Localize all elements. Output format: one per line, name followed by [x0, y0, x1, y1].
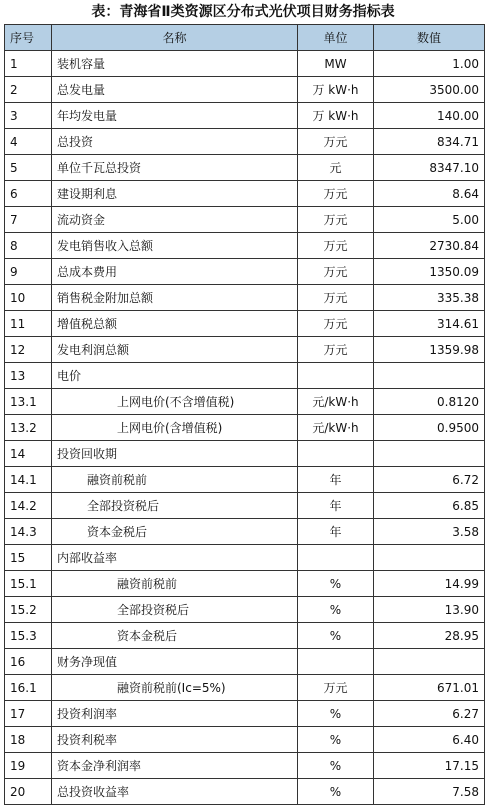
table-row [5, 649, 485, 675]
cell-no: 5 [5, 155, 52, 181]
cell-value: 6.40 [374, 727, 485, 753]
cell-unit: MW [298, 51, 374, 77]
table-row [5, 779, 485, 805]
cell-name: 单位千瓦总投资 [52, 155, 298, 181]
cell-no: 12 [5, 337, 52, 363]
cell-unit: % [298, 779, 374, 805]
cell-no: 15.1 [5, 571, 52, 597]
table-row [5, 571, 485, 597]
table-row [5, 415, 485, 441]
cell-name: 投资利税率 [52, 727, 298, 753]
cell-unit: 万 kW·h [298, 103, 374, 129]
table-row [5, 233, 485, 259]
cell-value: 834.71 [374, 129, 485, 155]
cell-unit: 年 [298, 467, 374, 493]
cell-no: 19 [5, 753, 52, 779]
cell-unit: 元 [298, 155, 374, 181]
cell-name: 总成本费用 [52, 259, 298, 285]
cell-no: 16 [5, 649, 52, 675]
cell-value [374, 363, 485, 389]
cell-name: 内部收益率 [52, 545, 298, 571]
cell-value: 140.00 [374, 103, 485, 129]
table-row [5, 675, 485, 701]
cell-value: 2730.84 [374, 233, 485, 259]
cell-no: 20 [5, 779, 52, 805]
cell-no: 14.2 [5, 493, 52, 519]
cell-name: 资本金税后 [52, 519, 298, 545]
cell-no: 15 [5, 545, 52, 571]
cell-unit: 万元 [298, 675, 374, 701]
table-header [5, 25, 485, 51]
cell-name: 融资前税前 [52, 571, 298, 597]
table-row [5, 103, 485, 129]
cell-no: 3 [5, 103, 52, 129]
cell-unit: 元/kW·h [298, 415, 374, 441]
cell-no: 18 [5, 727, 52, 753]
cell-unit: 万元 [298, 233, 374, 259]
table-row [5, 77, 485, 103]
cell-value: 8347.10 [374, 155, 485, 181]
cell-name: 发电利润总额 [52, 337, 298, 363]
cell-no: 15.2 [5, 597, 52, 623]
table-row [5, 519, 485, 545]
table-title: 表：青海省Ⅱ类资源区分布式光伏项目财务指标表 [91, 4, 395, 20]
table-row [5, 181, 485, 207]
cell-no: 6 [5, 181, 52, 207]
cell-name: 全部投资税后 [52, 597, 298, 623]
table-row [5, 623, 485, 649]
cell-value [374, 649, 485, 675]
cell-value: 6.72 [374, 467, 485, 493]
cell-unit [298, 441, 374, 467]
cell-no: 13.1 [5, 389, 52, 415]
cell-value: 8.64 [374, 181, 485, 207]
table-row [5, 155, 485, 181]
table-row [5, 493, 485, 519]
cell-value: 5.00 [374, 207, 485, 233]
cell-name: 资本金净利润率 [52, 753, 298, 779]
cell-name: 融资前税前(Ic=5%) [52, 675, 298, 701]
cell-no: 8 [5, 233, 52, 259]
cell-unit: % [298, 623, 374, 649]
table-row [5, 51, 485, 77]
cell-unit: % [298, 753, 374, 779]
financial-indicators-table [4, 24, 485, 805]
cell-name: 总投资收益率 [52, 779, 298, 805]
cell-name: 建设期利息 [52, 181, 298, 207]
cell-unit [298, 545, 374, 571]
cell-value: 7.58 [374, 779, 485, 805]
cell-unit [298, 649, 374, 675]
header-row [5, 25, 485, 51]
cell-unit: 万元 [298, 337, 374, 363]
cell-value: 335.38 [374, 285, 485, 311]
cell-unit: % [298, 701, 374, 727]
cell-no: 17 [5, 701, 52, 727]
table-row [5, 441, 485, 467]
cell-name: 全部投资税后 [52, 493, 298, 519]
cell-value: 3500.00 [374, 77, 485, 103]
cell-no: 10 [5, 285, 52, 311]
cell-name: 投资利润率 [52, 701, 298, 727]
table-row [5, 363, 485, 389]
cell-name: 上网电价(不含增值税) [52, 389, 298, 415]
table-row [5, 311, 485, 337]
cell-value: 314.61 [374, 311, 485, 337]
cell-value: 14.99 [374, 571, 485, 597]
header-no: 序号 [5, 25, 52, 51]
cell-unit: 万元 [298, 285, 374, 311]
cell-name: 电价 [52, 363, 298, 389]
cell-value: 671.01 [374, 675, 485, 701]
table-row [5, 389, 485, 415]
cell-no: 14 [5, 441, 52, 467]
cell-value: 17.15 [374, 753, 485, 779]
cell-name: 装机容量 [52, 51, 298, 77]
table-row [5, 545, 485, 571]
cell-value [374, 441, 485, 467]
cell-no: 13.2 [5, 415, 52, 441]
cell-value: 13.90 [374, 597, 485, 623]
cell-value: 0.8120 [374, 389, 485, 415]
cell-name: 增值税总额 [52, 311, 298, 337]
cell-name: 总投资 [52, 129, 298, 155]
cell-unit: 年 [298, 493, 374, 519]
cell-no: 2 [5, 77, 52, 103]
table-row [5, 259, 485, 285]
table-row [5, 285, 485, 311]
cell-name: 发电销售收入总额 [52, 233, 298, 259]
cell-unit: 年 [298, 519, 374, 545]
table-row [5, 753, 485, 779]
table-row [5, 467, 485, 493]
cell-unit: % [298, 597, 374, 623]
cell-value: 6.85 [374, 493, 485, 519]
cell-name: 流动资金 [52, 207, 298, 233]
cell-value: 6.27 [374, 701, 485, 727]
header-name: 名称 [52, 25, 298, 51]
cell-name: 总发电量 [52, 77, 298, 103]
cell-name: 融资前税前 [52, 467, 298, 493]
cell-unit: 元/kW·h [298, 389, 374, 415]
cell-no: 1 [5, 51, 52, 77]
cell-unit [298, 363, 374, 389]
cell-value: 1350.09 [374, 259, 485, 285]
table-row [5, 727, 485, 753]
cell-value: 3.58 [374, 519, 485, 545]
cell-value: 28.95 [374, 623, 485, 649]
table-row [5, 597, 485, 623]
table-row [5, 207, 485, 233]
cell-unit: 万元 [298, 311, 374, 337]
cell-no: 14.3 [5, 519, 52, 545]
cell-unit: 万 kW·h [298, 77, 374, 103]
cell-name: 年均发电量 [52, 103, 298, 129]
cell-unit: 万元 [298, 207, 374, 233]
table-body [5, 51, 485, 805]
cell-no: 13 [5, 363, 52, 389]
cell-no: 11 [5, 311, 52, 337]
cell-no: 4 [5, 129, 52, 155]
cell-no: 14.1 [5, 467, 52, 493]
cell-unit: 万元 [298, 129, 374, 155]
cell-value: 1.00 [374, 51, 485, 77]
cell-no: 9 [5, 259, 52, 285]
table-row [5, 701, 485, 727]
cell-no: 16.1 [5, 675, 52, 701]
cell-unit: % [298, 571, 374, 597]
header-unit: 单位 [298, 25, 374, 51]
cell-value: 1359.98 [374, 337, 485, 363]
cell-unit: 万元 [298, 259, 374, 285]
cell-value: 0.9500 [374, 415, 485, 441]
cell-name: 上网电价(含增值税) [52, 415, 298, 441]
cell-value [374, 545, 485, 571]
table-row [5, 129, 485, 155]
cell-name: 销售税金附加总额 [52, 285, 298, 311]
cell-no: 7 [5, 207, 52, 233]
cell-no: 15.3 [5, 623, 52, 649]
cell-name: 投资回收期 [52, 441, 298, 467]
cell-name: 资本金税后 [52, 623, 298, 649]
cell-name: 财务净现值 [52, 649, 298, 675]
table-row [5, 337, 485, 363]
header-value: 数值 [374, 25, 485, 51]
cell-unit: % [298, 727, 374, 753]
cell-unit: 万元 [298, 181, 374, 207]
